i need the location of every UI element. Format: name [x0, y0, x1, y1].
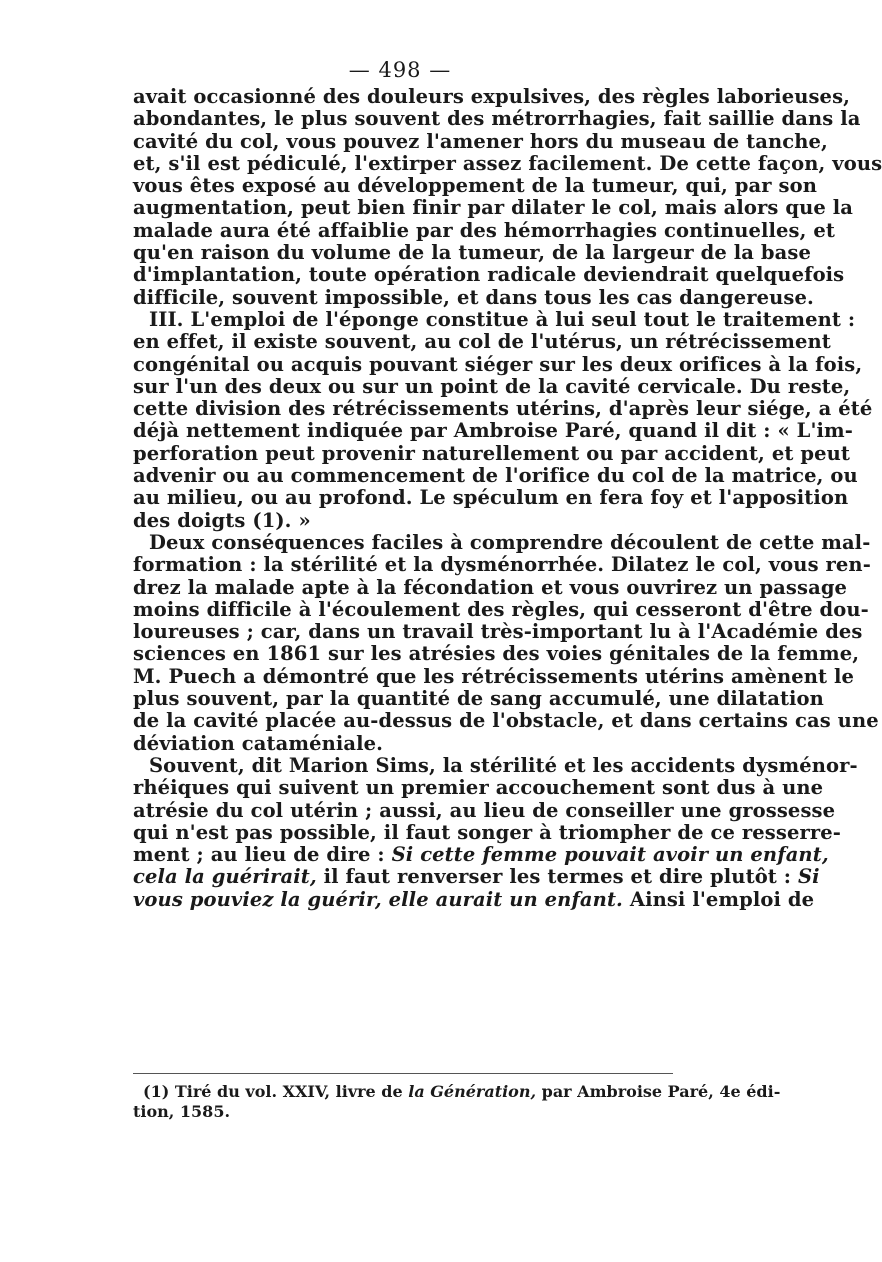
text-line: d'implantation, toute opération radicale deviendrait quelquefois [133, 263, 845, 287]
text-line: avait occasionné des douleurs expulsives, des règles laborieuses, [133, 85, 851, 108]
text-line: moins difficile à l'écoulement des règles, qui cesseront d'être dou- [133, 597, 869, 621]
text-line: difficile, souvent impossible, et dans tous les cas dangereuse. [133, 285, 814, 309]
text-segment: il faut renverser les termes et dire plutôt : [323, 865, 792, 889]
text-segment: ment ; au lieu de dire : [133, 843, 385, 867]
text-line: Deux conséquences faciles à comprendre découlent de cette mal- [149, 530, 871, 554]
italic-segment: cela la guérirait, [133, 865, 317, 889]
footnote-line: tion, 1585. [133, 1102, 231, 1121]
text-line: de la cavité placée au-dessus de l'obstacle, et dans certains cas une [133, 709, 879, 733]
footnote-text: par Ambroise Paré, 4e édi- [541, 1082, 781, 1101]
text-line-mixed [133, 843, 829, 867]
text-line: abondantes, le plus souvent des métrorrhagies, fait saillie dans la [133, 107, 861, 131]
text-line: congénital ou acquis pouvant siéger sur les deux orifices à la fois, [133, 352, 863, 376]
text-line: III. L'emploi de l'éponge constitue à lui seul tout le traitement : [149, 307, 856, 331]
text-line: et, s'il est pédiculé, l'extirper assez facilement. De cette façon, vous [133, 151, 882, 175]
text-segment: Ainsi l'emploi de [629, 887, 815, 911]
text-line: déviation cataméniale. [133, 731, 384, 755]
text-line-mixed [133, 865, 820, 889]
text-line: loureuses ; car, dans un travail très-important lu à l'Académie des [133, 620, 863, 644]
footnote [133, 1082, 781, 1122]
body-text [133, 85, 882, 911]
text-line: drez la malade apte à la fécondation et vous ouvrirez un passage [133, 575, 848, 599]
text-line: en effet, il existe souvent, au col de l'utérus, un rétrécissement [133, 330, 831, 354]
italic-segment: Si cette femme pouvait avoir un enfant, [391, 843, 829, 867]
text-line: plus souvent, par la quantité de sang accumulé, une dilatation [133, 687, 824, 711]
text-line: atrésie du col utérin ; aussi, au lieu de conseiller une grossesse [133, 798, 836, 822]
text-line: rhéiques qui suivent un premier accouchement sont dus à une [133, 776, 824, 800]
italic-segment: Si [797, 865, 820, 889]
footnote-italic: la Génération, [408, 1082, 537, 1101]
text-line: sciences en 1861 sur les atrésies des voies génitales de la femme, [133, 642, 860, 666]
text-line: qu'en raison du volume de la tumeur, de la largeur de la base [133, 241, 811, 265]
footnote-divider [133, 1073, 673, 1074]
text-line: M. Puech a démontré que les rétrécissements utérins amènent le [133, 664, 855, 688]
text-line: advenir ou au commencement de l'orifice du col de la matrice, ou [133, 464, 858, 488]
text-line: au milieu, ou au profond. Le spéculum en fera foy et l'apposition [133, 486, 849, 510]
text-line: qui n'est pas possible, il faut songer à triompher de ce resserre- [133, 820, 841, 844]
text-line: malade aura été affaiblie par des hémorrhagies continuelles, et [133, 218, 836, 242]
text-line: augmentation, peut bien finir par dilater le col, mais alors que la [133, 196, 854, 220]
text-line-mixed [133, 887, 815, 911]
text-line: Souvent, dit Marion Sims, la stérilité et les accidents dysménor- [149, 753, 858, 777]
text-line: des doigts (1). » [133, 508, 311, 532]
text-line: vous êtes exposé au développement de la tumeur, qui, par son [133, 174, 817, 198]
text-line: perforation peut provenir naturellement ou par accident, et peut [133, 441, 850, 465]
footnote-text: (1) Tiré du vol. XXIV, livre de [143, 1082, 403, 1101]
italic-segment: vous pouviez la guérir, elle aurait un enfant. [133, 887, 623, 911]
text-line: cette division des rétrécissements utérins, d'après leur siége, a été [133, 397, 873, 421]
text-line: déjà nettement indiquée par Ambroise Paré, quand il dit : « L'im- [133, 419, 853, 443]
text-line: formation : la stérilité et la dysménorrhée. Dilatez le col, vous ren- [133, 553, 871, 577]
page-number: — 498 — [348, 58, 452, 82]
footnote-line [133, 1082, 781, 1102]
text-line: sur l'un des deux ou sur un point de la cavité cervicale. Du reste, [133, 374, 851, 398]
text-line: cavité du col, vous pouvez l'amener hors du museau de tanche, [133, 129, 828, 153]
